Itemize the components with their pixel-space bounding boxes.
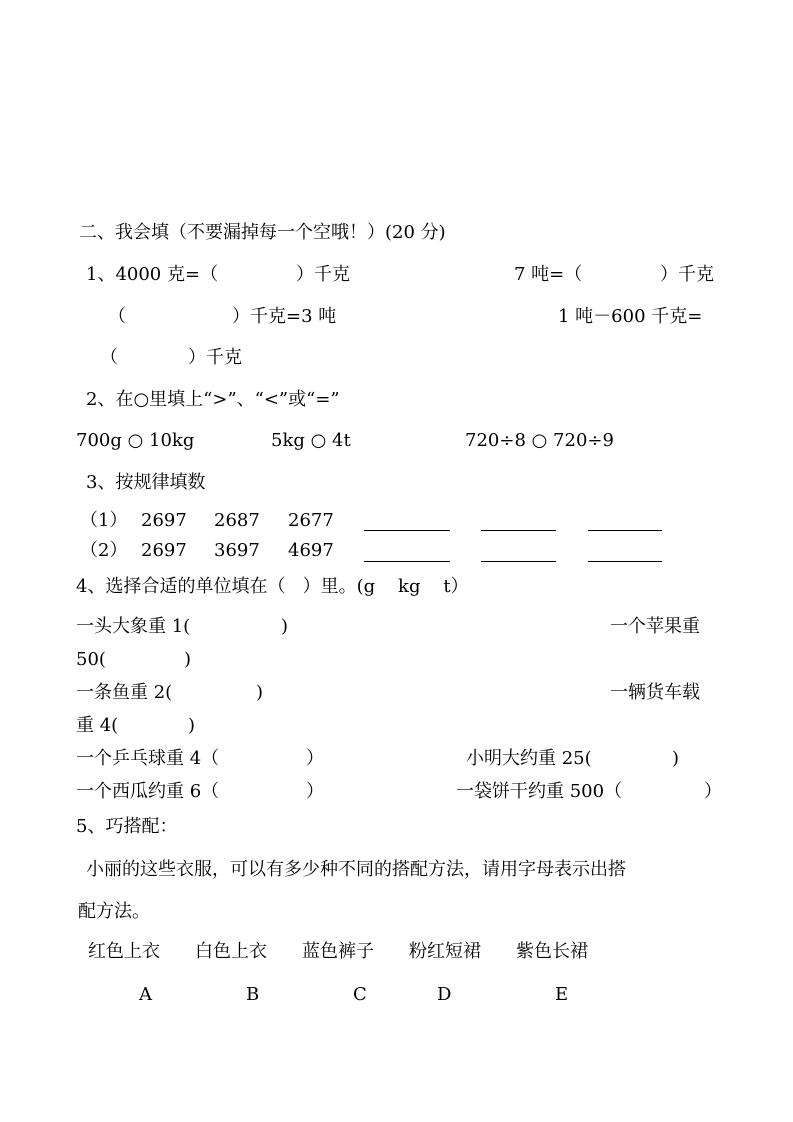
q2-item-1: 700g ○ 10kg bbox=[76, 430, 195, 451]
q5-letter-d: D bbox=[437, 984, 452, 1005]
q2-item-2: 5kg ○ 4t bbox=[271, 430, 351, 451]
q1-b-right: ）千克 bbox=[660, 264, 714, 285]
q5-clothes-white-top: 白色上衣 bbox=[195, 941, 267, 962]
q4-biscuits-close: ） bbox=[704, 781, 722, 802]
q3-row2-value-3: 4697 bbox=[288, 540, 334, 561]
q2-heading: 2、在○里填上“>”、“<”或“=” bbox=[86, 389, 340, 410]
q4-elephant-close: ) bbox=[281, 616, 289, 637]
q5-letter-c: C bbox=[353, 984, 367, 1005]
q4-truck: 一辆货车载 bbox=[610, 682, 700, 703]
q5-letter-e: E bbox=[555, 984, 569, 1005]
q4-apple-weight: 50( bbox=[76, 649, 106, 670]
q5-clothes-purple-dress: 紫色长裙 bbox=[516, 941, 588, 962]
q2-item-3: 720÷8 ○ 720÷9 bbox=[465, 430, 614, 451]
q4-watermelon-close: ） bbox=[306, 781, 324, 802]
q1-b-left: 7 吨=（ bbox=[514, 264, 583, 285]
q5-letter-a: A bbox=[139, 984, 152, 1005]
q3-row1-value-2: 2687 bbox=[214, 510, 260, 531]
q3-row2-value-1: 2697 bbox=[141, 540, 187, 561]
q5-clothes-red-top: 红色上衣 bbox=[88, 941, 160, 962]
q3-row1-blank-3[interactable] bbox=[588, 530, 662, 531]
q5-clothes-blue-pants: 蓝色裤子 bbox=[302, 941, 374, 962]
q1-d: 1 吨－600 千克= bbox=[558, 306, 703, 327]
q3-row1-value-3: 2677 bbox=[288, 510, 334, 531]
q3-row2-label: （2） bbox=[80, 540, 128, 561]
q4-apple-close: ) bbox=[184, 649, 192, 670]
q4-xiaoming: 小明大约重 25( bbox=[466, 748, 592, 769]
q3-row1-label: （1） bbox=[80, 510, 128, 531]
q5-letter-b: B bbox=[246, 984, 260, 1005]
q3-row2-value-2: 3697 bbox=[214, 540, 260, 561]
section-title: 二、我会填（不要漏掉每一个空哦！）(20 分) bbox=[79, 222, 446, 243]
q1-e-left: （ bbox=[100, 347, 118, 368]
q4-apple: 一个苹果重 bbox=[610, 616, 700, 637]
q4-pingpong: 一个乒乓球重 4（ bbox=[76, 748, 220, 769]
q4-biscuits: 一袋饼干约重 500（ bbox=[456, 781, 623, 802]
q5-clothes-pink-skirt: 粉红短裙 bbox=[409, 941, 481, 962]
q5-line-2: 配方法。 bbox=[78, 901, 150, 922]
q4-watermelon: 一个西瓜约重 6（ bbox=[76, 781, 220, 802]
q4-xiaoming-close: ) bbox=[672, 748, 680, 769]
q3-row2-blank-1[interactable] bbox=[364, 561, 450, 562]
q4-fish-close: ) bbox=[256, 682, 264, 703]
q1-c-left: （ bbox=[108, 306, 126, 327]
q3-row1-value-1: 2697 bbox=[141, 510, 187, 531]
q4-elephant: 一头大象重 1( bbox=[76, 616, 191, 637]
q1-e-right: ）千克 bbox=[188, 347, 242, 368]
q3-row2-blank-3[interactable] bbox=[588, 561, 662, 562]
q1-a-left: 1、4000 克=（ bbox=[86, 264, 219, 285]
q3-heading: 3、按规律填数 bbox=[86, 472, 206, 493]
q3-row1-blank-2[interactable] bbox=[481, 530, 556, 531]
q1-c-right: ）千克=3 吨 bbox=[232, 306, 337, 327]
q4-truck-close: ) bbox=[188, 715, 196, 736]
q4-heading: 4、选择合适的单位填在（ ）里。(g kg t） bbox=[76, 576, 469, 597]
q3-row2-blank-2[interactable] bbox=[481, 561, 556, 562]
q4-pingpong-close: ） bbox=[306, 748, 324, 769]
q1-a-right: ）千克 bbox=[296, 264, 350, 285]
q5-heading: 5、巧搭配： bbox=[76, 816, 178, 837]
q4-fish: 一条鱼重 2( bbox=[76, 682, 173, 703]
q5-line-1: 小丽的这些衣服，可以有多少种不同的搭配方法，请用字母表示出搭 bbox=[86, 859, 626, 880]
q4-truck-weight: 重 4( bbox=[76, 715, 119, 736]
q3-row1-blank-1[interactable] bbox=[364, 530, 450, 531]
